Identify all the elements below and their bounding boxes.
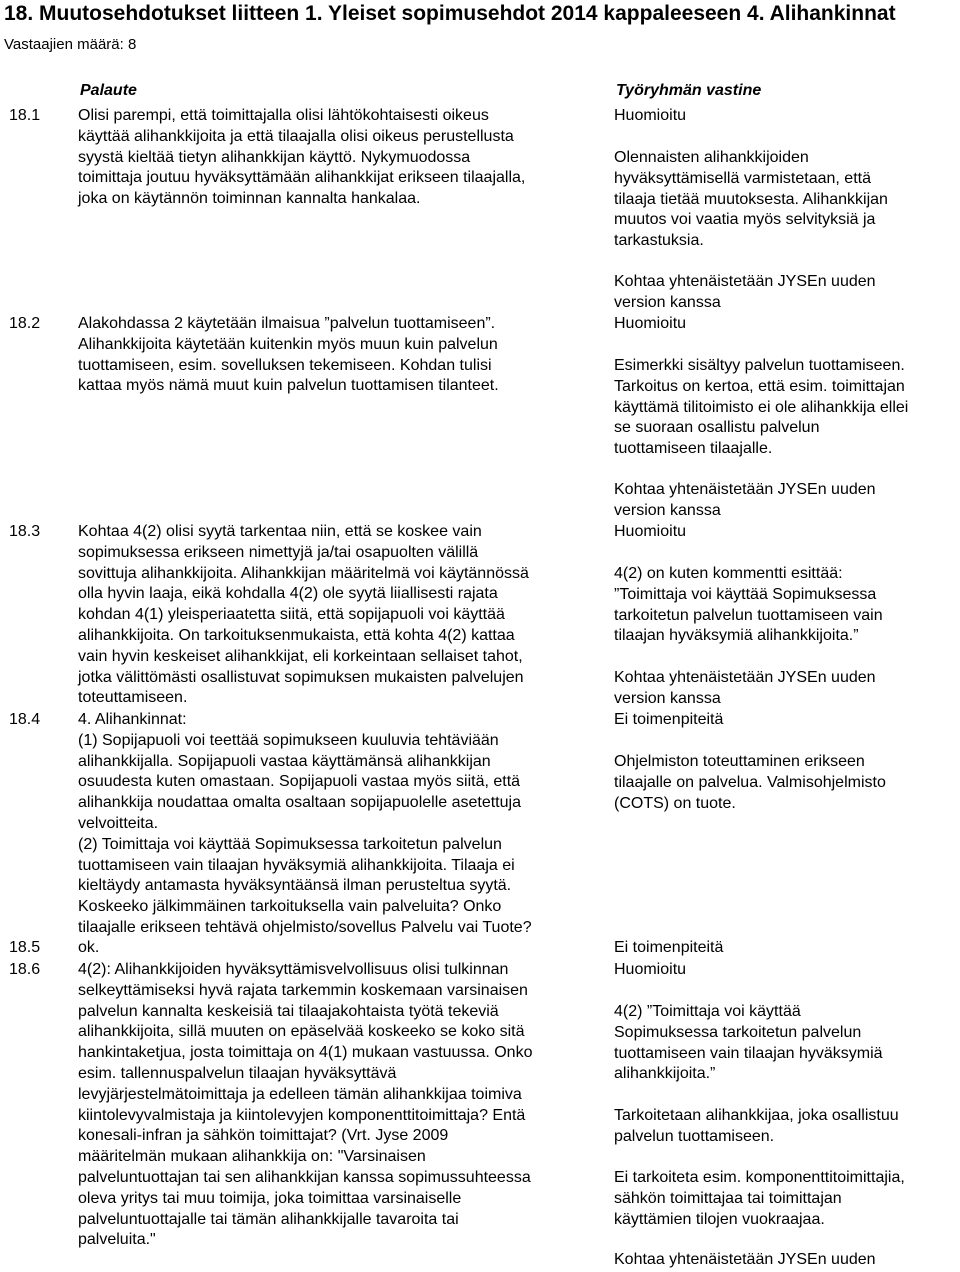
response-status: Huomioitu	[614, 107, 687, 124]
column-header-feedback: Palaute	[80, 82, 137, 99]
response-note: Kohtaa yhtenäistetään JYSEn uuden version kanssa	[614, 273, 876, 311]
response-text-2: Tarkoitetaan alihankkijaa, joka osallistuu palvelun tuottamiseen.	[614, 1107, 899, 1145]
entry-feedback: Kohtaa 4(2) olisi syytä tarkentaa niin, että se koskee vain sopimuksessa erikseen nimettyjä ja/tai osapuolten välillä sovittuja alihankkijoita. Alihankkijan määritelmä voi käytännössä olla hyvin laaja, eikä kohdalla 4(2) ole syytä liiallisesti rajata kohdan 4(1) yleisperiaatetta siitä, että sopijapuoli voi käyttää alihankkijoita. On tarkoituksenmukaista, että kohta 4(2) kattaa vain hyvin keskeiset alihankkijat, eli korkeintaan sellaiset tahot, jotka välittömästi osallistuvat sopimuksen mukaisten palvelujen toteuttamiseen.	[78, 523, 529, 707]
column-header-response: Työryhmän vastine	[616, 82, 762, 99]
response-note: Kohtaa yhtenäistetään JYSEn uuden version kanssa	[614, 669, 876, 707]
response-status: Ei toimenpiteitä	[614, 711, 724, 728]
entry-feedback: Alakohdassa 2 käytetään ilmaisua ”palvelun tuottamiseen”. Alihankkijoita käytetään kuitenkin myös muun kuin palvelun tuottamiseen, esim. sovelluksen tekemiseen. Kohdan tulisi kattaa myös nämä muut kuin palvelun tuottamisen tilanteet.	[78, 315, 499, 395]
entry-feedback: Olisi parempi, että toimittajalla olisi lähtökohtaisesti oikeus käyttää alihankkijoita ja että tilaajalla olisi oikeus perustellusta syystä kieltää tietyn alihankkijan käyttö. Nykymuodossa toimittaja joutuu hyväksyttämään alihankkijat erikseen tilaajalla, joka on käytännön toiminnan kannalta hankalaa.	[78, 107, 526, 208]
entry-number: 18.1	[9, 107, 41, 124]
entry-number: 18.5	[9, 939, 41, 956]
response-text: Esimerkki sisältyy palvelun tuottamiseen. Tarkoitus on kertoa, että esim. toimittajan käyttämä tilitoimisto ei ole alihankkija ellei se suoraan osallistu palvelun tuottamiseen tilaajalle.	[614, 357, 909, 458]
response-text: 4(2) on kuten kommentti esittää: ”Toimittaja voi käyttää Sopimuksessa tarkoitetun palvelun tuottamiseen vain tilaajan hyväksymiä alihankkijoita.”	[614, 565, 883, 645]
response-status: Huomioitu	[614, 315, 687, 332]
response-text: Ohjelmiston toteuttaminen erikseen tilaajalle on palvelua. Valmisohjelmisto (COTS) on tuote.	[614, 753, 886, 812]
entry-number: 18.4	[9, 711, 41, 728]
entry-feedback: 4. Alihankinnat: (1) Sopijapuoli voi teettää sopimukseen kuuluvia tehtäviään alihankkijalla. Sopijapuoli vastaa käyttämänsä alihankkijan osuudesta kuten omastaan. Sopijapuoli vastaa myös siitä, että alihankkija noudattaa omalta osaltaan sopijapuolelle asetettuja velvoitteita. (2) Toimittaja voi käyttää Sopimuksessa tarkoitetun palvelun tuottamiseen vain tilaajan hyväksymiä alihankkijoita. Tilaaja ei kieltäydy antamasta hyväksyntäänsä ilman perusteltua syytä. Koskeeko jälkimmäinen tarkoituksella vain palveluita? Onko tilaajalle erikseen tehtävä ohjelmisto/sovellus Palvelu vai Tuote?	[78, 711, 532, 936]
entry-feedback: 4(2): Alihankkijoiden hyväksyttämisvelvollisuus olisi tulkinnan selkeyttämiseksi hyvä rajata tarkemmin koskemaan varsinaisen palvelun kannalta keskeisiä tai tilaajakohtaista työtä tekeviä alihankkijoita, sillä muuten on epäselvää koskeeko se koko sitä hankintaketjua, josta toimittaja on 4(1) mukaan vastuussa. Onko esim. tallennuspalvelun tilaajan hyväksyttävä levyjärjestelmätoimittaja ja edelleen tämän alihankkijaa toimiva kiintolevyvalmistaja ja kiintolevyjen komponenttitoimittaja? Entä konesali-infran ja sähkön toimittajat? (Vrt. Jyse 2009 määritelmän mukaan alihankkija on: "Varsinaisen palveluntuottajan tai sen alihankkijan kanssa sopimussuhteessa oleva yritys tai muu toimija, joka toimittaa varsinaiselle palveluntuottajalle tai tämän alihankkijalle tavaroita tai palveluita."	[78, 961, 533, 1249]
entry-number: 18.6	[9, 961, 41, 978]
response-text-3: Ei tarkoiteta esim. komponenttitoimittajia, sähkön toimittajaa tai toimittajan käyttämien tilojen vuokraajaa.	[614, 1169, 905, 1228]
response-status: Huomioitu	[614, 523, 687, 540]
entry-number: 18.2	[9, 315, 41, 332]
response-text: Olennaisten alihankkijoiden hyväksyttämisellä varmistetaan, että tilaaja tietää muutoksesta. Alihankkijan muutos voi vaatia myös selvityksiä ja tarkastuksia.	[614, 149, 888, 250]
entry-number: 18.3	[9, 523, 41, 540]
response-status: Huomioitu	[614, 961, 687, 978]
response-note: Kohtaa yhtenäistetään JYSEn uuden version kanssa	[614, 481, 876, 519]
response-status: Ei toimenpiteitä	[614, 939, 724, 956]
response-text: 4(2) ”Toimittaja voi käyttää Sopimuksessa tarkoitetun palvelun tuottamiseen vain tilaajan hyväksymiä alihankkijoita.”	[614, 1003, 883, 1083]
response-note: Kohtaa yhtenäistetään JYSEn uuden	[614, 1251, 876, 1268]
entry-feedback: ok.	[78, 939, 100, 956]
page-title: 18. Muutosehdotukset liitteen 1. Yleiset sopimusehdot 2014 kappaleeseen 4. Alihankinnat	[4, 2, 896, 25]
respondent-count: Vastaajien määrä: 8	[4, 36, 137, 53]
